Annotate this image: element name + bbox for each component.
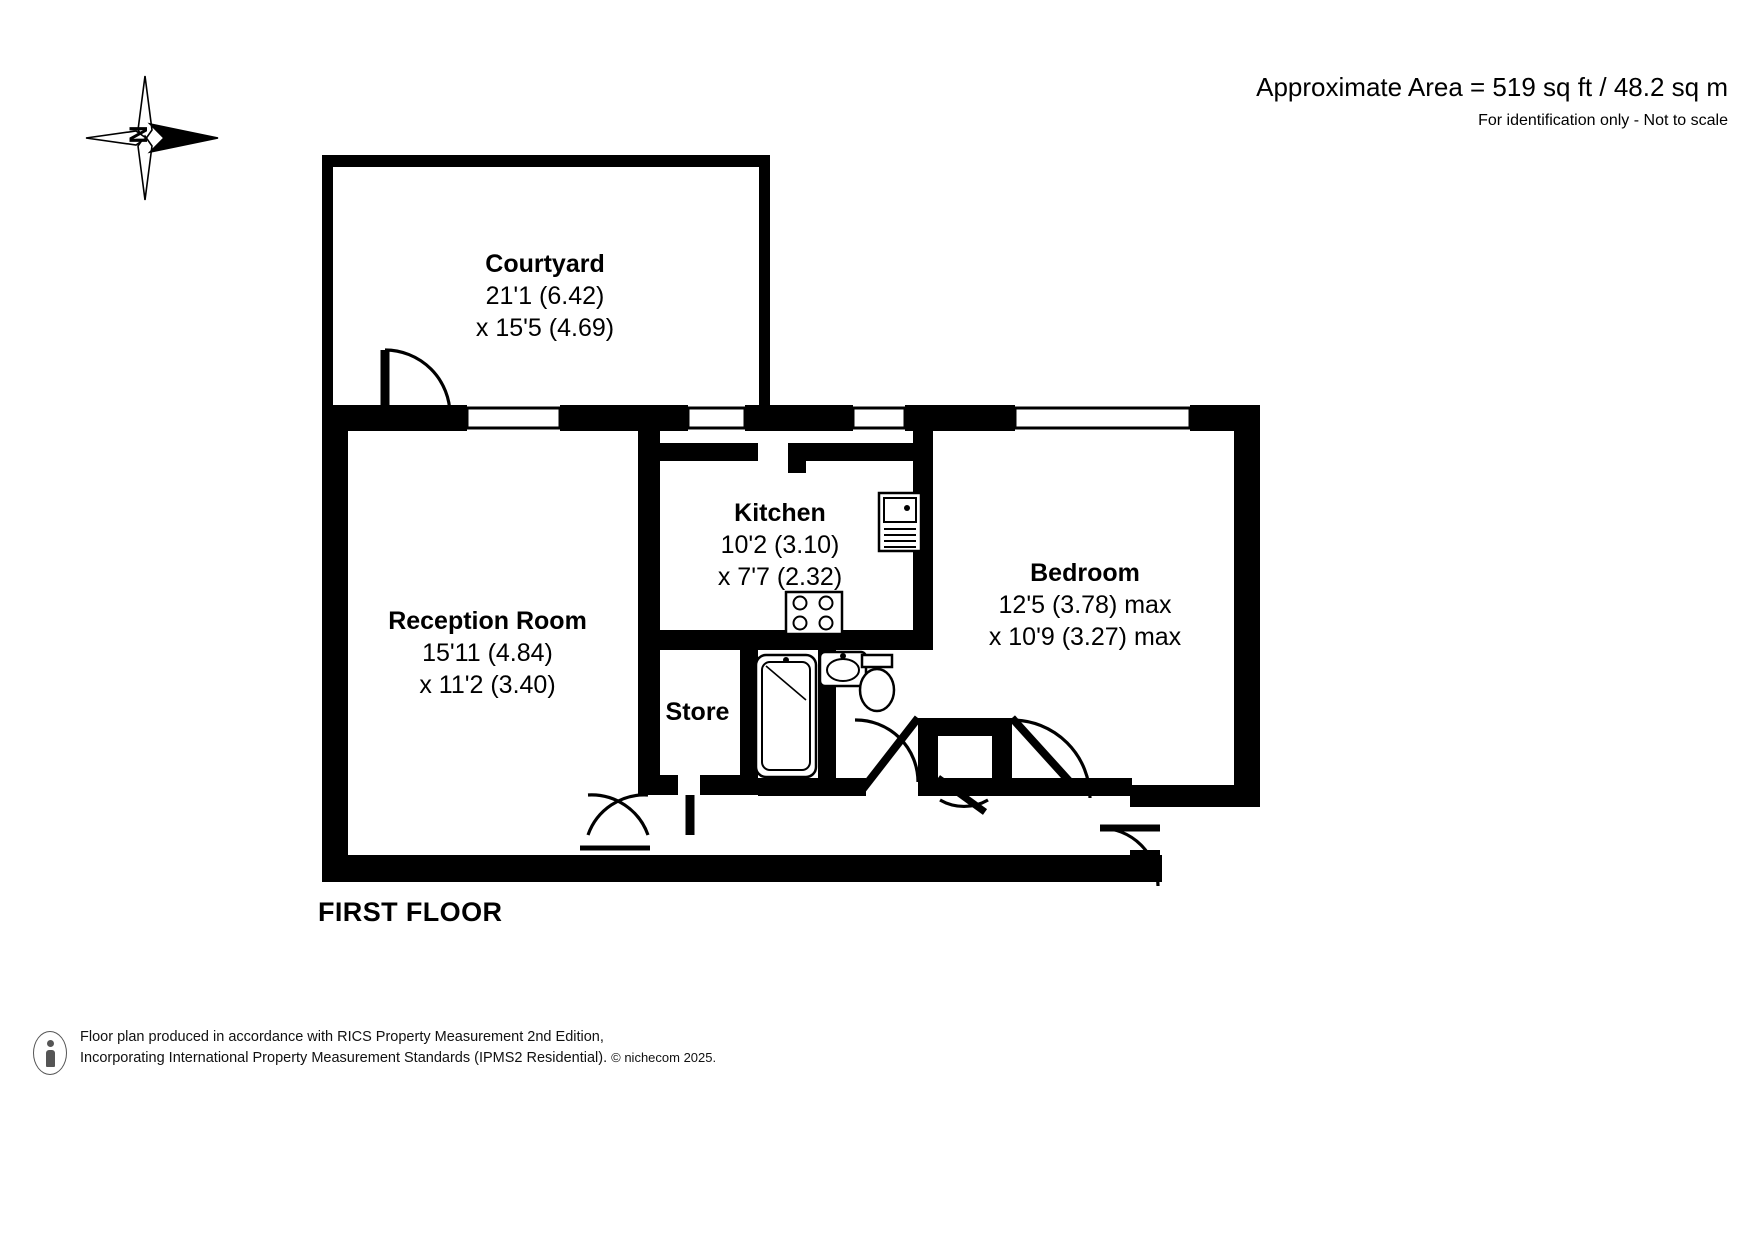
room-label-store bbox=[600, 696, 795, 728]
room-label-reception-room bbox=[345, 605, 630, 701]
room-name-store: Store bbox=[665, 698, 730, 726]
room-dim1-kitchen: 10'2 (3.10) bbox=[720, 531, 840, 559]
room-dim2-kitchen: x 7'7 (2.32) bbox=[717, 563, 843, 591]
room-label-courtyard bbox=[405, 248, 685, 344]
room-name-reception-room: Reception Room bbox=[388, 607, 587, 635]
room-name-courtyard: Courtyard bbox=[485, 250, 605, 278]
footer-copyright: © nichecom 2025. bbox=[611, 1050, 717, 1066]
room-dim2-reception-room: x 11'2 (3.40) bbox=[419, 671, 556, 699]
approximate-area-text: Approximate Area = 519 sq ft / 48.2 sq m bbox=[1256, 72, 1728, 102]
accessibility-person-icon bbox=[33, 1031, 67, 1075]
room-dim2-courtyard: x 15'5 (4.69) bbox=[475, 314, 615, 342]
footer-line-2: Incorporating International Property Measurement Standards (IPMS2 Residential). bbox=[80, 1050, 608, 1067]
footer-note bbox=[80, 1027, 716, 1069]
room-name-kitchen: Kitchen bbox=[734, 499, 826, 527]
room-dim1-bedroom: 12'5 (3.78) max bbox=[998, 591, 1172, 619]
room-dim1-reception-room: 15'11 (4.84) bbox=[422, 639, 553, 667]
wash-basin-icon bbox=[820, 652, 866, 686]
room-dim1-courtyard: 21'1 (6.42) bbox=[485, 282, 605, 310]
room-label-kitchen bbox=[640, 497, 920, 593]
room-label-bedroom bbox=[935, 557, 1235, 653]
room-name-bedroom: Bedroom bbox=[1030, 559, 1140, 587]
toilet-icon bbox=[860, 655, 894, 711]
kitchen-hob-icon bbox=[786, 592, 842, 634]
footer-line-1: Floor plan produced in accordance with RICS Property Measurement 2nd Edition, bbox=[80, 1029, 604, 1045]
room-dim2-bedroom: x 10'9 (3.27) max bbox=[988, 623, 1182, 651]
identification-disclaimer: For identification only - Not to scale bbox=[1478, 112, 1728, 129]
compass-north-label: N bbox=[123, 125, 152, 144]
floor-title: FIRST FLOOR bbox=[318, 897, 503, 927]
